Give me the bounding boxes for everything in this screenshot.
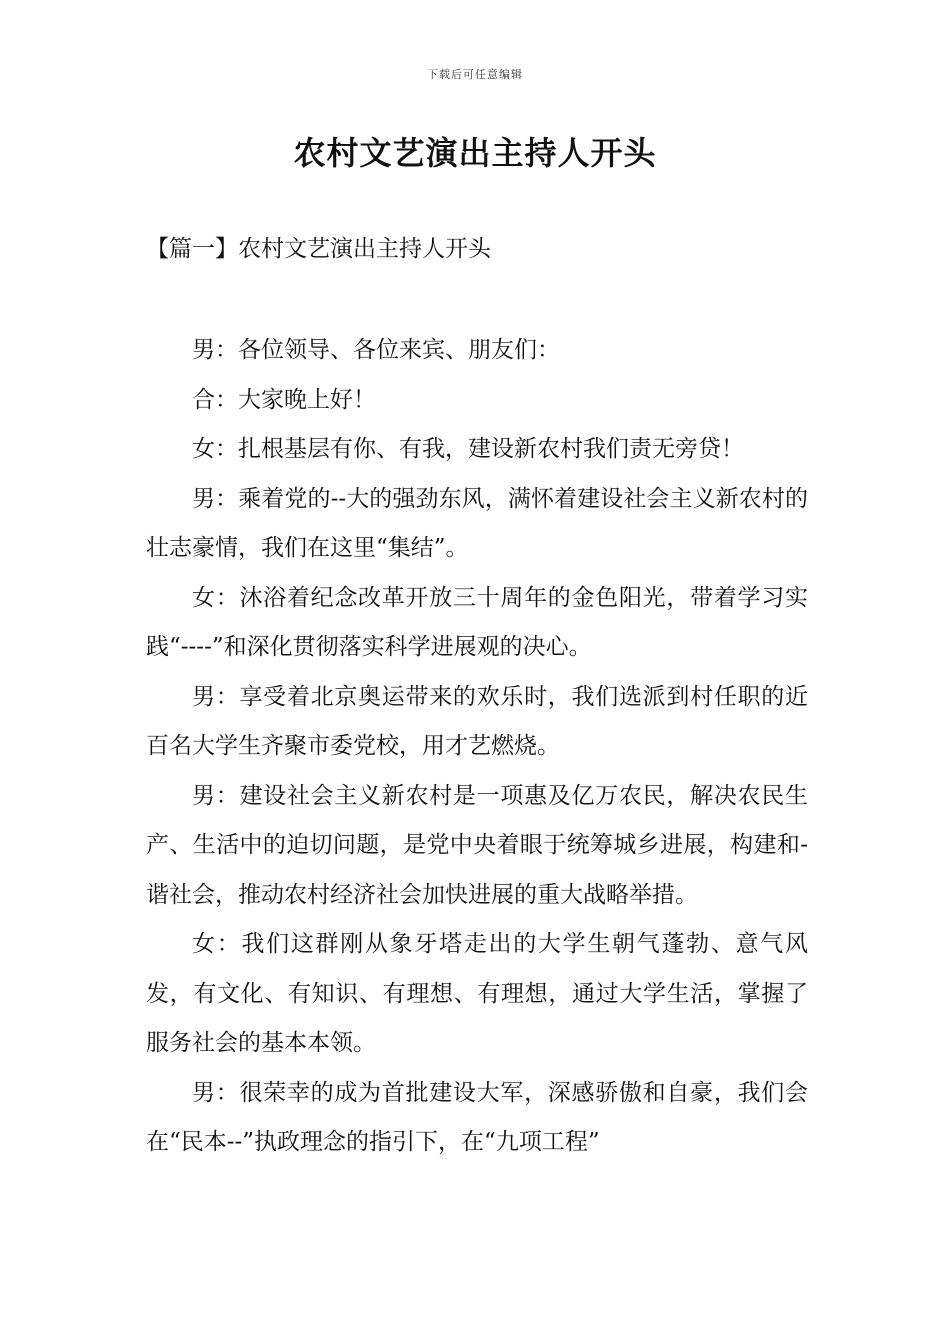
document-title: 农村文艺演出主持人开头 xyxy=(293,134,657,172)
paragraph: 合：大家晚上好！ xyxy=(192,386,376,413)
paragraph: 女：沐浴着纪念改革开放三十周年的金色阳光，带着学习实践“----”和深化贯彻落实科学进展观的决心。 xyxy=(146,584,808,660)
document-body xyxy=(146,326,808,1168)
paragraph: 男：各位领导、各位来宾、朋友们： xyxy=(192,337,560,363)
paragraph: 男：很荣幸的成为首批建设大军，深感骄傲和自豪，我们会在“民本--”执政理念的指引下，在“九项工程” xyxy=(146,1079,808,1155)
paragraph: 男：享受着北京奥运带来的欢乐时，我们选派到村任职的近百名大学生齐聚市委党校，用才艺燃烧。 xyxy=(146,683,808,759)
paragraph: 男：乘着党的--大的强劲东风，满怀着建设社会主义新农村的壮志豪情，我们在这里“集结”。 xyxy=(146,485,808,561)
paragraph: 女：我们这群刚从象牙塔走出的大学生朝气蓬勃、意气风发，有文化、有知识、有理想、有理想，通过大学生活，掌握了服务社会的基本本领。 xyxy=(146,931,808,1056)
header-note: 下载后可任意编辑 xyxy=(427,68,523,81)
section-heading: 【篇一】农村文艺演出主持人开头 xyxy=(146,236,491,262)
paragraph: 女：扎根基层有你、有我，建设新农村我们责无旁贷！ xyxy=(192,436,744,462)
paragraph: 男：建设社会主义新农村是一项惠及亿万农民，解决农民生产、生活中的迫切问题，是党中央着眼于统筹城乡进展，构建和-谐社会，推动农村经济社会加快进展的重大战略举措。 xyxy=(146,782,808,908)
